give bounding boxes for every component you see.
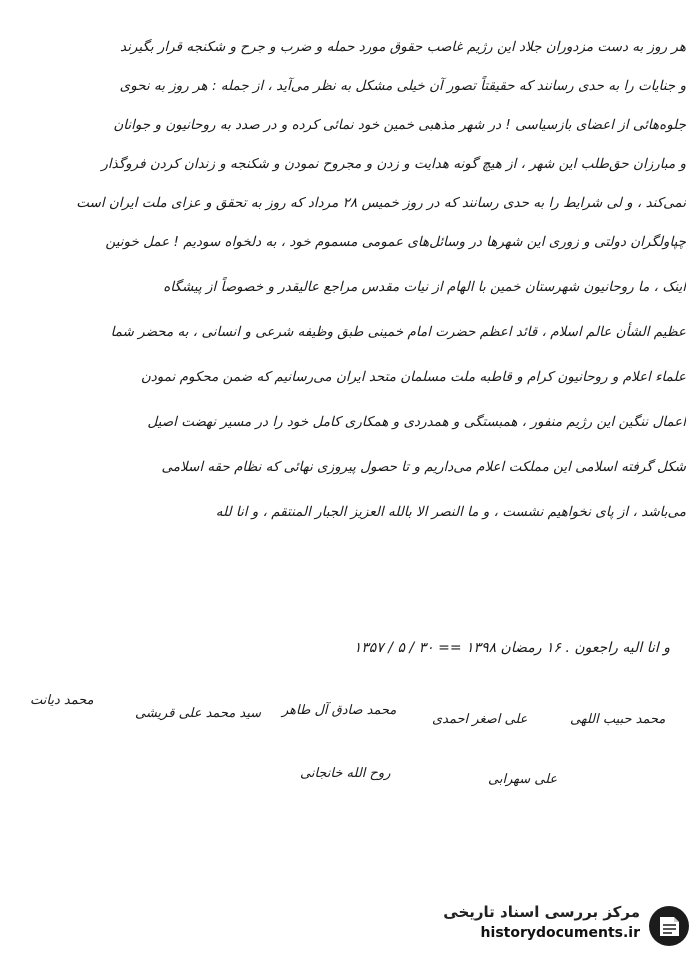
signature-name: علی سهرابی xyxy=(488,772,558,787)
letter-line-8: عظیم الشأن عالم اسلام ، قائد اعظم حضرت امام خمینی طبق وظیفه شرعی و انسانی ، به محضر شما xyxy=(110,324,686,340)
letter-line-5: نمی‌کند ، و لی شرایط را به حد‌ی رسانند که در روز خمیس ۲۸ مرداد که روز به تحقق و عزای ملت ایران است xyxy=(76,195,686,211)
date-line: و انا الیه راجعون . ۱۶ رمضان ۱۳۹۸ == ۳۰ / ۵ / ۱۳۵۷ xyxy=(353,640,670,656)
letter-line-3: جلوه‌هائی از اعضای بازسیاسی ! در شهر مذهبی خمین خود نمائی کرده و در صدد به روحانیون و جوانان xyxy=(113,117,686,133)
letter-line-9: علماء اعلام و روحانیون کرام و قاطبه ملت مسلمان متحد ایران می‌رسانیم که ضمن محکوم نمودن xyxy=(140,369,686,385)
letter-line-11: شکل گرفته اسلامی این مملکت اعلام می‌داریم و تا حصول پیروزی نهائی که نظام حقه اسلامی xyxy=(161,459,686,475)
signature-name: محمد حبیب اللهی xyxy=(570,712,666,727)
letter-body xyxy=(14,28,686,532)
letter-line-6: چپاولگران دولتی و زوری این شهرها در وسائل‌های عمومی مسموم خود ، به دلخواه سودیم ! عمل خونین xyxy=(105,234,686,250)
signature-name: سید محمد علی قریشی xyxy=(135,706,262,721)
letter-line-2: و جنایات را به حد‌ی رسانند که حقیقتاً تصور آن خیلی مشکل به نظر می‌آید ، از جمله : هر روز به نحوی xyxy=(119,78,686,94)
letter-line-7: اینک ، ما روحانیون شهرستان خمین با الهام از نیات مقدس مراجع عالیقدر و خصوصاً از پیشگاه xyxy=(163,279,686,295)
letter-line-1: هر روز به دست مزدوران جلاد این رژیم غاصب حقوق مورد حمله و ضرب و جرح و شکنجه قرار بگیرند xyxy=(120,39,686,55)
watermark-title: مرکز بررسی اسناد تاریخی xyxy=(443,903,640,921)
letter-line-12: می‌باشد ، از پای نخواهیم نشست ، و ما النصر الا بالله العزیز الجبار المنتقم ، و انا لله xyxy=(215,504,686,520)
signature-name: محمد دیانت xyxy=(30,693,94,708)
signature-name: محمد صادق آل طاهر xyxy=(282,703,397,718)
archive-watermark xyxy=(390,901,690,949)
signature-name: روح الله خانجانی xyxy=(300,766,391,781)
document-archive-icon xyxy=(648,905,690,947)
signature-name: علی اصغر احمدی xyxy=(432,712,528,727)
watermark-site: historydocuments.ir xyxy=(480,925,640,941)
letter-line-4: و مبارزان حق‌طلب این شهر ، از هیچ گونه هدایت و زدن و مجروح نمودن و شکنجه و زندان کردن فروگذار xyxy=(101,156,686,172)
letter-line-10: اعمال ننگین این رژیم منفور ، همبستگی و همدردی و همکاری کامل خود را در مسیر نهضت اصیل xyxy=(147,414,686,430)
